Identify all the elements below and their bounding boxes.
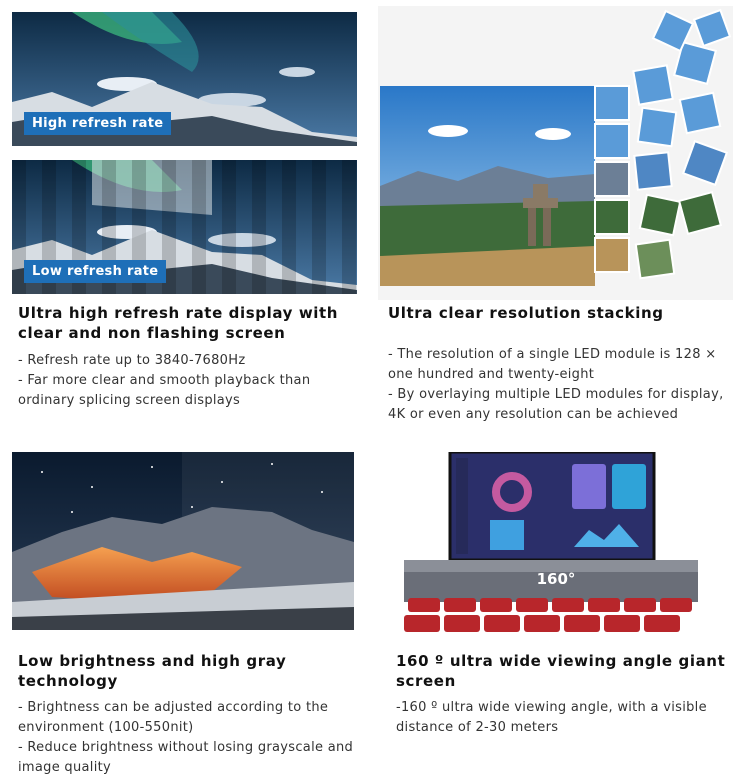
feature2-description [388,345,728,425]
viewing-angle-image [404,452,698,632]
low-refresh-image [12,160,357,294]
feature3-description [18,698,358,778]
resolution-stacking-image [378,6,733,300]
feature3-line-1: - Brightness can be adjusted according to the environment (100-550nit) [18,700,329,735]
low-refresh-tag: Low refresh rate [24,260,166,283]
viewing-angle-label: 160° [536,570,576,588]
feature4-title: 160 º ultra wide viewing angle giant screen [396,652,726,690]
feature2-title: Ultra clear resolution stacking [388,304,664,322]
feature1-title: Ultra high refresh rate display with clear and non flashing screen [18,304,339,342]
feature1-description [18,351,353,411]
feature1-line-2: - Far more clear and smooth playback than ordinary splicing screen displays [18,373,311,408]
feature4-line-1: -160 º ultra wide viewing angle, with a visible distance of 2-30 meters [396,700,707,735]
feature4-description [396,698,731,738]
feature2-line-2: - By overlaying multiple LED modules for display, 4K or even any resolution can be achieved [388,387,724,422]
low-brightness-image [12,452,354,630]
feature2-line-1: - The resolution of a single LED module is 128 × one hundred and twenty-eight [388,347,717,382]
high-refresh-image [12,12,357,146]
feature1-line-1: - Refresh rate up to 3840-7680Hz [18,353,246,368]
feature3-title: Low brightness and high gray technology [18,652,287,690]
high-refresh-tag: High refresh rate [24,112,171,135]
feature3-line-2: - Reduce brightness without losing grayscale and image quality [18,740,354,775]
